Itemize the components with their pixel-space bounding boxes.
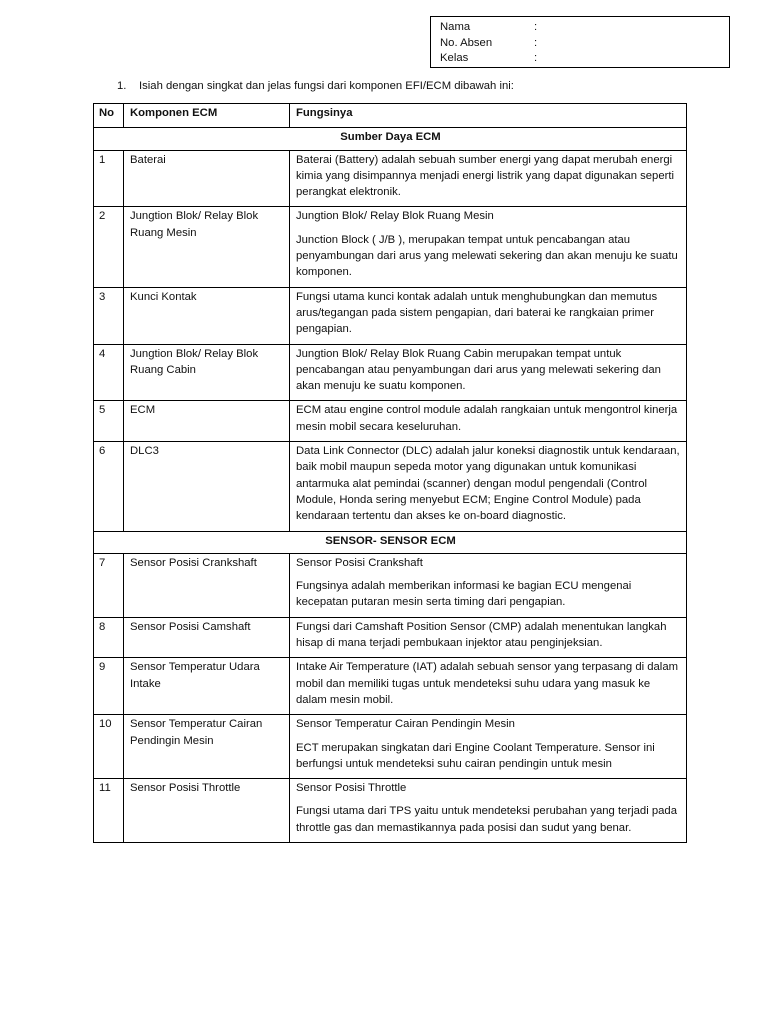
row-component: Sensor Posisi Camshaft [124, 617, 290, 658]
row-function-cell [290, 344, 687, 401]
table-row [94, 553, 687, 617]
identity-separator: : [534, 52, 538, 64]
table-row [94, 442, 687, 531]
section-title: Sumber Daya ECM [94, 128, 687, 150]
question-text: Isiah dengan singkat dan jelas fungsi dari komponen EFI/ECM dibawah ini: [139, 80, 514, 92]
row-function-title: Sensor Posisi Crankshaft [296, 556, 423, 569]
row-component: ECM [124, 401, 290, 442]
row-number: 6 [94, 442, 124, 531]
row-function: Fungsi dari Camshaft Position Sensor (CMP) adalah menentukan langkah hisap di mana terjadi pembukaan injektor atau penginjeksian. [296, 620, 667, 650]
header-function: Fungsinya [290, 104, 687, 128]
table-row [94, 207, 687, 287]
row-number: 1 [94, 150, 124, 207]
table-header-row [94, 104, 687, 128]
section-title: SENSOR- SENSOR ECM [94, 531, 687, 553]
table-row [94, 779, 687, 843]
header-no: No [94, 104, 124, 128]
table-row [94, 150, 687, 207]
identity-row-nama [440, 19, 729, 35]
row-component: Sensor Temperatur Cairan Pendingin Mesin [124, 715, 290, 779]
row-function-cell [290, 715, 687, 779]
identity-label: No. Absen [440, 36, 493, 49]
row-function-cell [290, 779, 687, 843]
row-function: Fungsi utama dari TPS yaitu untuk mendeteksi perubahan yang terjadi pada throttle gas dan memastikannya pada posisi dan sudut yang benar. [296, 805, 677, 834]
header-component: Komponen ECM [124, 104, 290, 128]
row-component: DLC3 [124, 442, 290, 531]
table-body [94, 128, 687, 843]
row-function-cell [290, 658, 687, 715]
row-number: 3 [94, 287, 124, 344]
identity-separator: : [534, 36, 538, 49]
row-component: Baterai [124, 150, 290, 207]
row-function: ECT merupakan singkatan dari Engine Coolant Temperature. Sensor ini berfungsi untuk mendeteksi suhu cairan pendingin untuk mesin [296, 741, 655, 770]
identity-row-absen [440, 35, 729, 51]
row-number: 11 [94, 779, 124, 843]
row-function: Intake Air Temperature (IAT) adalah sebuah sensor yang terpasang di dalam mobil dan memiliki tugas untuk mendeteksi suhu udara yang masuk ke dalam mesin mobil. [296, 661, 679, 706]
row-function: ECM atau engine control module adalah rangkaian untuk mengontrol kinerja mesin mobil secara keseluruhan. [296, 404, 678, 433]
table-row [94, 715, 687, 779]
row-function-cell [290, 150, 687, 207]
row-number: 5 [94, 401, 124, 442]
row-function-title: Sensor Posisi Throttle [296, 782, 407, 795]
row-component: Jungtion Blok/ Relay Blok Ruang Mesin [124, 207, 290, 287]
section-row [94, 128, 687, 150]
identity-row-kelas [440, 50, 729, 66]
row-component: Jungtion Blok/ Relay Blok Ruang Cabin [124, 344, 290, 401]
row-function-cell [290, 442, 687, 531]
row-number: 8 [94, 617, 124, 658]
row-component: Kunci Kontak [124, 287, 290, 344]
table-row [94, 344, 687, 401]
row-function: Baterai (Battery) adalah sebuah sumber energi yang dapat merubah energi kimia yang disimpannya menjadi energi listrik yang dapat digunakan seperti perangkat elektronik. [296, 153, 675, 199]
row-function: Data Link Connector (DLC) adalah jalur koneksi diagnostik untuk kendaraan, baik mobil maupun sepeda motor yang digunakan untuk komunikasi antarmuka alat pemindai (scanner) dengan modul pengendali (Control Module, Honda sering menyebut ECM; Engine Control Module) pada kendaraan tertentu dan akses ke on-board diagnostic. [296, 445, 680, 523]
row-number: 7 [94, 553, 124, 617]
row-function-title: Sensor Temperatur Cairan Pendingin Mesin [296, 718, 515, 731]
row-function-cell [290, 287, 687, 344]
section-row [94, 531, 687, 553]
question [117, 78, 514, 94]
row-number: 10 [94, 715, 124, 779]
identity-label: Nama [440, 21, 471, 33]
row-function-cell [290, 401, 687, 442]
row-function-cell [290, 207, 687, 287]
table-row [94, 401, 687, 442]
row-number: 4 [94, 344, 124, 401]
row-function: Fungsinya adalah memberikan informasi ke bagian ECU mengenai kecepatan putaran mesin serta timing dari pengapian. [296, 580, 632, 609]
row-number: 2 [94, 207, 124, 287]
row-function: Jungtion Blok/ Relay Blok Ruang Cabin merupakan tempat untuk pencabangan atau penyambungan dari arus yang melewati sekering dan akan menuju ke suatu komponen. [296, 347, 661, 393]
question-number: 1. [117, 80, 127, 92]
row-component: Sensor Temperatur Udara Intake [124, 658, 290, 715]
identity-label: Kelas [440, 52, 469, 64]
table-row [94, 287, 687, 344]
component-table [93, 103, 687, 843]
table-row [94, 617, 687, 658]
identity-box [430, 16, 730, 68]
table-row [94, 658, 687, 715]
row-component: Sensor Posisi Throttle [124, 779, 290, 843]
row-function-title: Jungtion Blok/ Relay Blok Ruang Mesin [296, 210, 494, 223]
row-component: Sensor Posisi Crankshaft [124, 553, 290, 617]
identity-separator: : [534, 21, 538, 33]
row-function-cell [290, 617, 687, 658]
row-number: 9 [94, 658, 124, 715]
row-function: Junction Block ( J/B ), merupakan tempat untuk pencabangan atau penyambungan dari arus yang melewati sekering dan akan menuju ke suatu komponen. [296, 233, 678, 279]
row-function-cell [290, 553, 687, 617]
row-function: Fungsi utama kunci kontak adalah untuk menghubungkan dan memutus arus/tegangan pada sistem pengapian, dari baterai ke rangkaian primer pengapian. [296, 290, 658, 336]
